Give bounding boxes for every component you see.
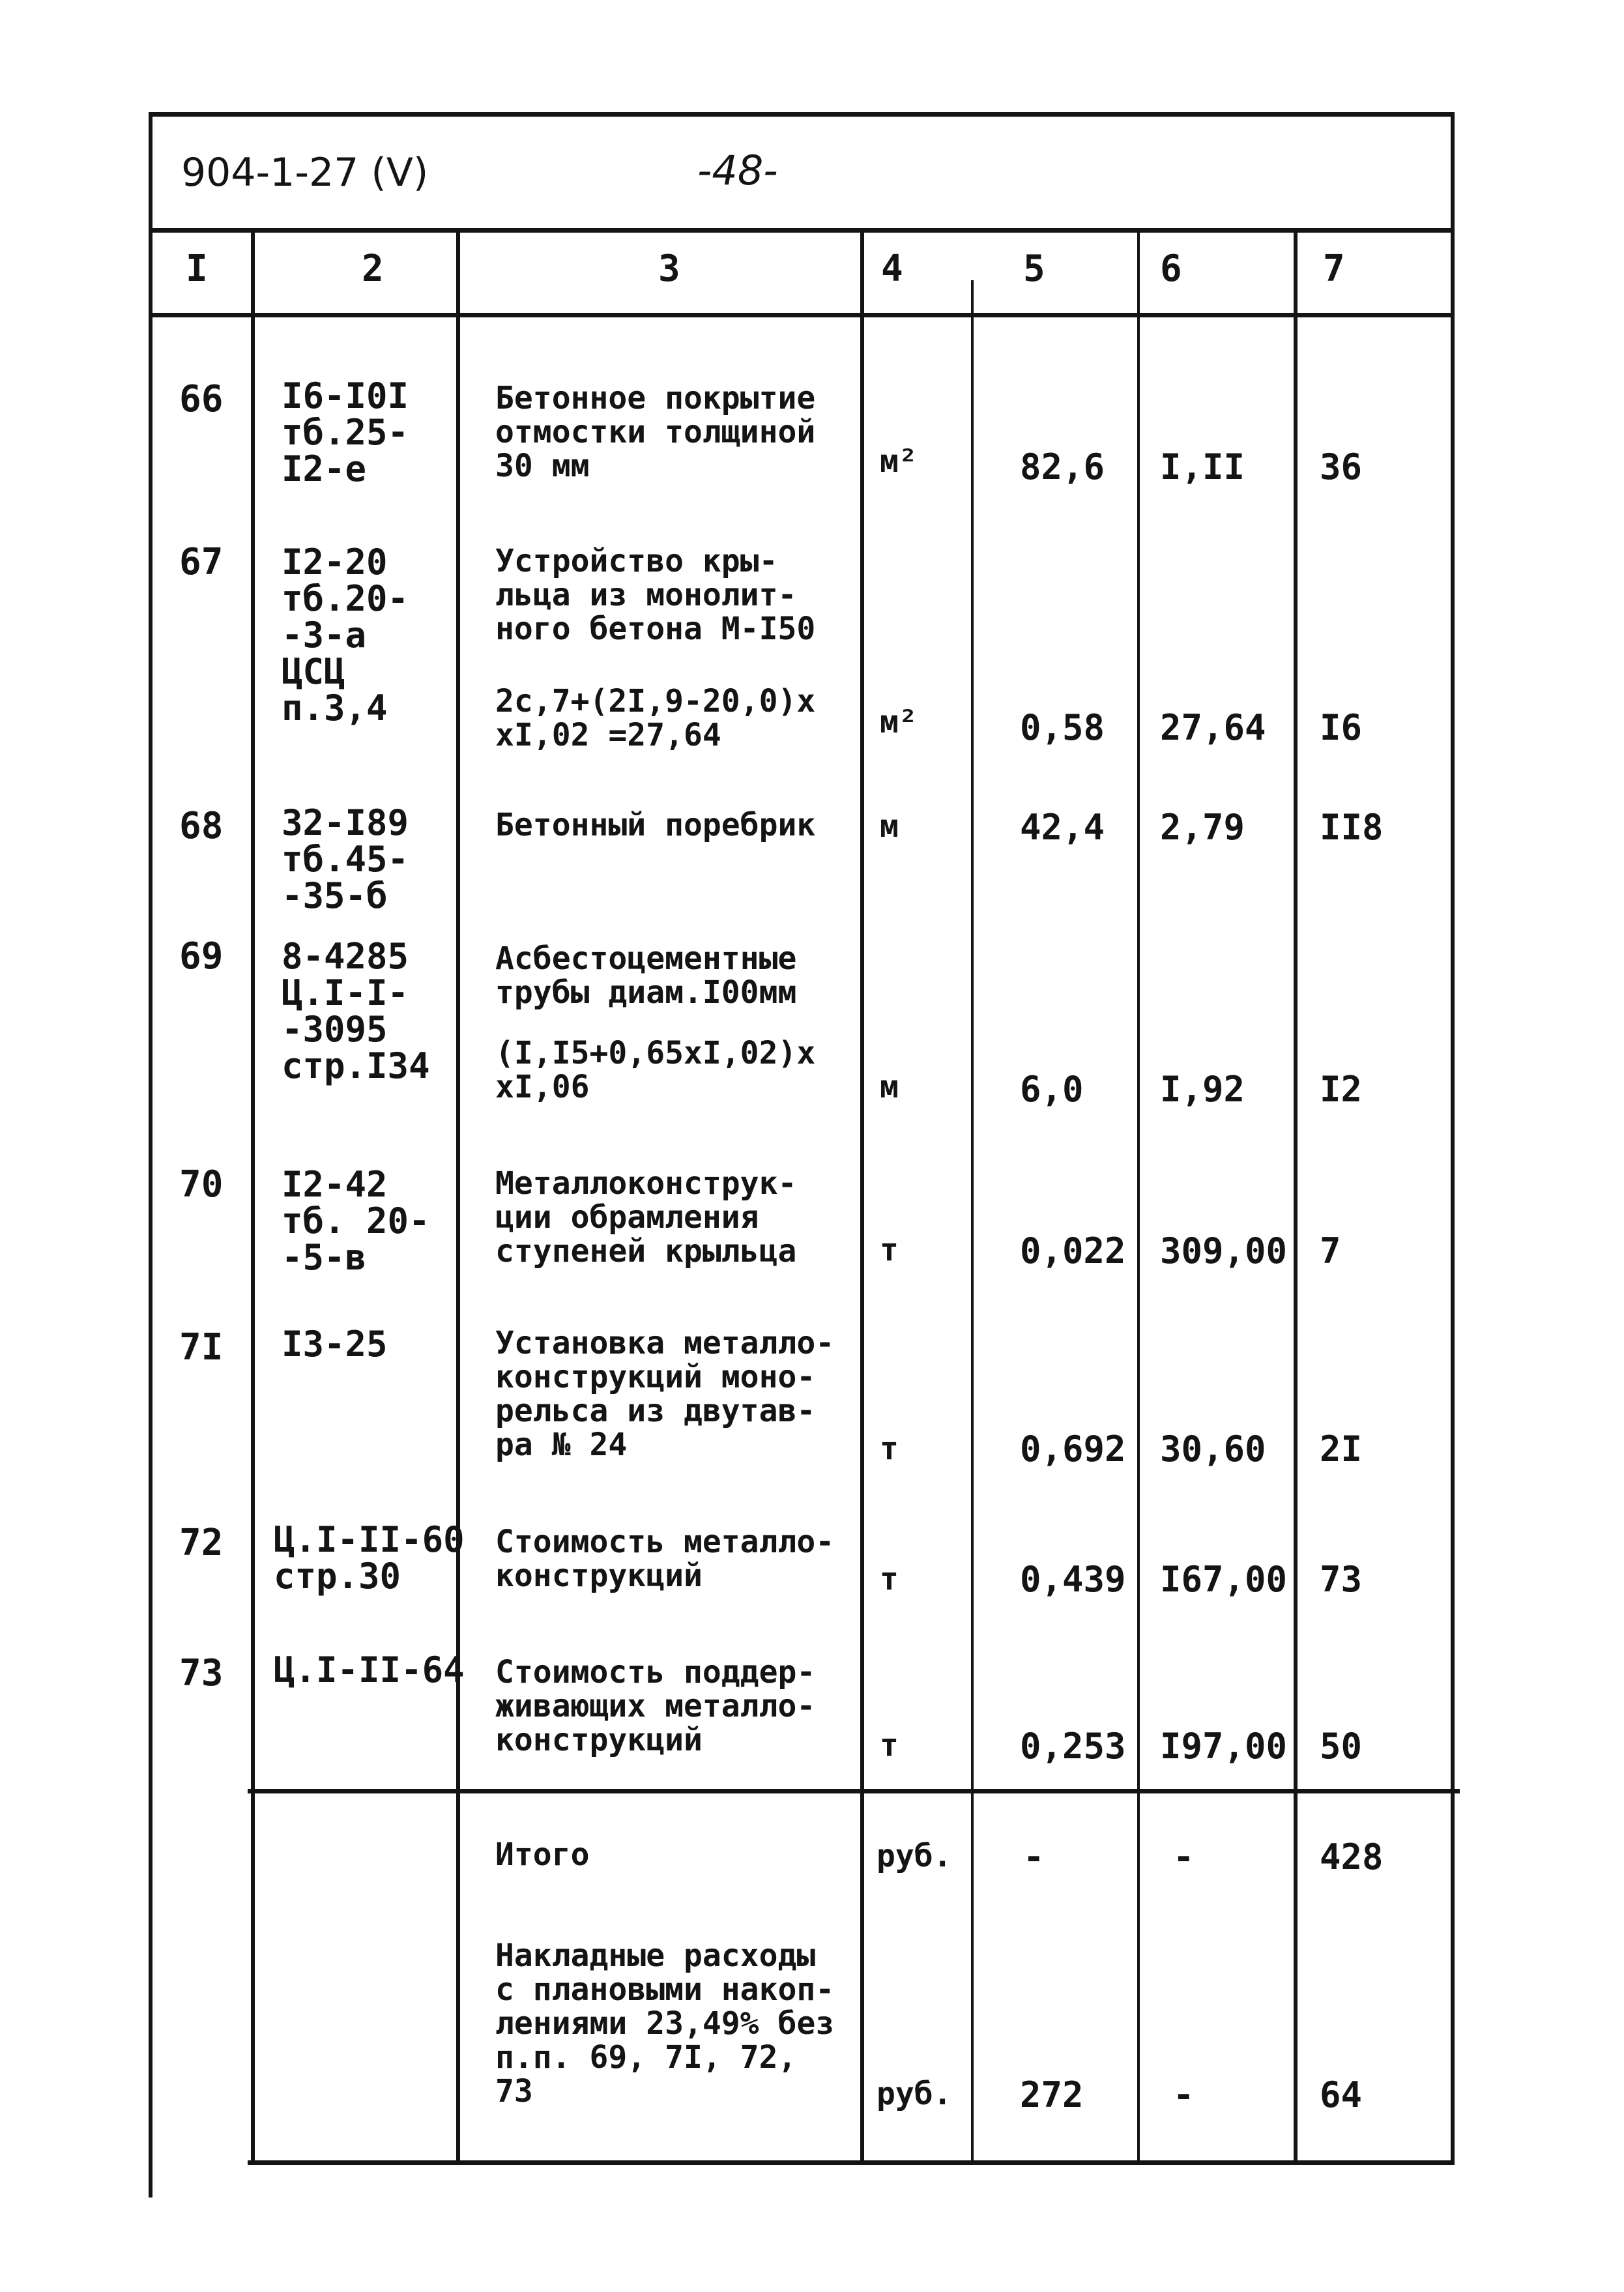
document-code: 904-1-27 (V) (181, 150, 429, 196)
row-70-description: Металлоконструк- ции обрамления ступеней крыльца (495, 1165, 797, 1269)
row-68-unit: м (880, 808, 899, 845)
row-68-quantity: 42,4 (1020, 807, 1105, 848)
row-70-unit: т (880, 1232, 899, 1268)
column-number-4: 4 (881, 248, 903, 290)
row-71-unit-price: 30,60 (1160, 1429, 1266, 1470)
row-66-number: 66 (179, 378, 224, 420)
row-68-unit-price: 2,79 (1160, 807, 1245, 848)
row-66-description: Бетонное покрытие отмостки толщиной 30 мм (495, 380, 816, 484)
row-73-unit-price: I97,00 (1160, 1726, 1288, 1767)
row-72-total: 73 (1320, 1559, 1363, 1600)
summary-total-unit: руб. (877, 1838, 952, 1874)
row-66-unit-price: I,II (1160, 446, 1245, 487)
row-68-total: II8 (1320, 807, 1384, 848)
row-67-total: I6 (1320, 707, 1363, 748)
column-number-1: I (186, 248, 208, 290)
column-divider-5-6 (1137, 231, 1140, 2164)
row-66-code: I6-I0I тб.25- I2-e (282, 375, 409, 489)
column-number-3: 3 (658, 248, 680, 290)
row-70-total: 7 (1320, 1230, 1341, 1271)
row-72-code: Ц.I-II-60 стр.30 (274, 1519, 465, 1597)
row-69-formula: (I,I5+0,65хI,02)х хI,06 (495, 1035, 816, 1105)
row-69-unit: м (880, 1069, 899, 1105)
column-divider-1-2 (251, 231, 255, 2164)
row-73-description: Стоимость поддер- живающих металло- конструкций (495, 1654, 816, 1758)
bottom-border-line (248, 2160, 1455, 2165)
column-number-6: 6 (1160, 248, 1182, 290)
row-72-number: 72 (179, 1522, 224, 1564)
summary-total-quantity: - (1023, 1836, 1045, 1878)
row-73-number: 73 (179, 1652, 224, 1694)
summary-overhead-unit-price: - (1173, 2074, 1195, 2115)
row-66-quantity: 82,6 (1020, 446, 1105, 487)
row-71-description: Установка металло- конструкций моно- рельса из двутав- ра № 24 (495, 1325, 835, 1463)
row-67-description: Устройство кры- льца из монолит- ного бетона М-I50 (495, 543, 816, 647)
title-separator-line (150, 228, 1453, 233)
column-number-2: 2 (362, 248, 384, 290)
row-69-quantity: 6,0 (1020, 1069, 1084, 1110)
row-67-code: I2-20 тб.20- -3-а ЦСЦ п.3,4 (282, 542, 409, 729)
summary-overhead-amount: 64 (1320, 2074, 1363, 2115)
row-73-total: 50 (1320, 1726, 1363, 1767)
row-69-total: I2 (1320, 1069, 1363, 1110)
row-71-quantity: 0,692 (1020, 1429, 1126, 1470)
row-68-code: 32-I89 тб.45- -35-б (282, 802, 409, 916)
row-69-description: Асбестоцементные трубы диам.I00мм (495, 940, 797, 1011)
page-number: -48- (697, 147, 778, 194)
row-67-quantity: 0,58 (1020, 707, 1105, 748)
row-67-formula: 2с,7+(2I,9-20,0)х хI,02 =27,64 (495, 683, 816, 753)
right-border-line (1451, 112, 1455, 2165)
column-number-5: 5 (1023, 248, 1045, 290)
summary-total-unit-price: - (1173, 1836, 1195, 1878)
summary-overhead-label: Накладные расходы с плановыми накоп- лениями 23,49% без п.п. 69, 7I, 72, 73 (495, 1937, 835, 2110)
column-divider-6-7 (1294, 231, 1298, 2164)
row-73-code: Ц.I-II-64 (274, 1649, 465, 1690)
row-73-quantity: 0,253 (1020, 1726, 1126, 1767)
top-border-line (150, 112, 1453, 117)
row-70-code: I2-42 тб. 20- -5-в (282, 1164, 430, 1278)
row-69-number: 69 (179, 935, 224, 978)
row-71-unit: т (880, 1430, 899, 1467)
row-66-total: 36 (1320, 446, 1363, 487)
column-divider-4-5 (971, 280, 974, 2164)
row-67-unit-price: 27,64 (1160, 707, 1266, 748)
summary-total-amount: 428 (1320, 1836, 1384, 1878)
column-divider-3-4 (860, 231, 864, 2164)
column-number-7: 7 (1323, 248, 1345, 290)
row-72-unit: т (880, 1561, 899, 1597)
row-71-code: I3-25 (282, 1324, 388, 1365)
row-72-description: Стоимость металло- конструкций (495, 1524, 835, 1594)
column-divider-2-3 (456, 231, 460, 2164)
row-71-number: 7I (179, 1326, 224, 1369)
row-73-unit: т (880, 1727, 899, 1763)
column-header-separator-line (150, 313, 1453, 317)
row-71-total: 2I (1320, 1429, 1363, 1470)
row-72-quantity: 0,439 (1020, 1559, 1126, 1600)
summary-overhead-quantity: 272 (1020, 2074, 1084, 2115)
row-67-unit: м² (880, 704, 918, 740)
row-66-unit: м² (880, 443, 918, 480)
row-68-number: 68 (179, 805, 224, 847)
row-69-code: 8-4285 Ц.I-I- -3095 стр.I34 (282, 936, 430, 1086)
summary-separator-line (248, 1789, 1460, 1793)
row-69-unit-price: I,92 (1160, 1069, 1245, 1110)
row-68-description: Бетонный поребрик (495, 807, 816, 843)
left-border-line (149, 112, 152, 2198)
row-72-unit-price: I67,00 (1160, 1559, 1288, 1600)
row-70-number: 70 (179, 1163, 224, 1206)
row-70-unit-price: 309,00 (1160, 1230, 1288, 1271)
row-70-quantity: 0,022 (1020, 1230, 1126, 1271)
summary-overhead-unit: руб. (877, 2076, 952, 2112)
row-67-number: 67 (179, 541, 224, 583)
summary-total-label: Итого (495, 1836, 590, 1873)
